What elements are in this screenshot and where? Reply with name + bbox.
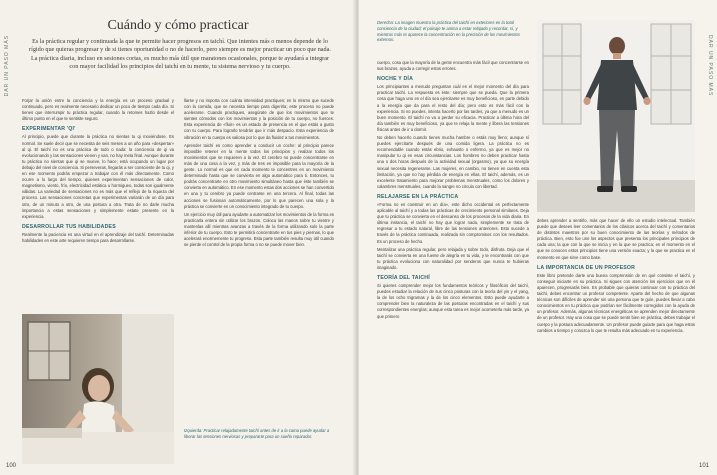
taichi-practice-photo (537, 20, 695, 212)
paragraph: Los principiantes a menudo preguntan cuál es el mejor momento del día para practicar taichí. La respuesta es éste: siempre que se pueda. Que la primera cosa que haga uno en el día sea ejercitarse es muy beneficioso, en parte debido a la energía que da para el resto del día; pero esto es más fácil con la experiencia. Si no puedes, intenta hacerlo por las tardes, ya que a menudo es un buen momento. El taichí no va a perder su eficacia. Practicar a última hora del día también es muy beneficioso, ya que te relaja la mente y libera las tensiones físicas antes de ir a dormir. (377, 84, 529, 132)
paragraph: Realmente la paciencia es una virtud en el aprendizaje del taichí. Determinadas habilidades en este arte requieren tiempo para desarrollarse. (22, 231, 174, 243)
running-head: DAR UN PASO MÁS (707, 35, 713, 97)
paragraph: Aprender taichí es como aprender a conducir un coche: al principio parece imposible retener en la mente todos los principios y realizar todos los movimientos que se requieren a la vez. El cerebro no puede concentrarse en más de una cosa a la vez, y más de tres es imposible para la mayoría de la gente. Lo normal es que en cada momento te concentres en un movimiento determinado hasta que se convierta en algo automático para ti. Entonces, tu podrás concentrarte en otro movimiento simultáneo hasta que éste también se convierta en automático. En ese momento estas dos acciones se han convertido en una y tu cerebro ya puede centrarse en una tercera. Al final, todas las acciones se fusionan automáticamente, por lo que parecen una sola y la práctica se convierte en un conocimiento integrado de tu cuerpo. (184, 142, 334, 209)
paragraph: debes aprender a sentirlo, más que hacer de ello un estudio intelectual. También puede que desees leer comentarios de los clásicos acerca del taichí y comentarios de distintos maestros por su buen conocimiento de las teorías y métodos de práctica. Bien, esto fue uno los aspectos que presenta los principales principios de cada una; la que con la que se inicia y en la que se practica; en el momento en el que se conocen estos principios tiene una versión exacta; y la que se practica en el momento en que sirve como base. (537, 218, 695, 260)
page-number: 100 (6, 463, 17, 469)
section-heading: EXPERIMENTAR 'QI' (22, 126, 76, 133)
paragraph: No deben hacerlo cuando tienes mucha hambre o estás muy lleno; aunque sí puedes ejercitarte después de una comida ligera. La práctica no es recomendable cuando estás ebrio, exhausto o enfermo, ya que es mejor no manipular tu qi en esas circunstancias. Los hombres no deben practicar hasta una o dos horas después de la actividad sexual (orgasmo), ya que su energía sexual necesita regenerarse. Las mujeres, en cambio, no tienen en cuenta esta limitación, ya que no hay pérdida de energía en ellas. El taichí, además, es un excelente tratamiento para mejorar problemas menstruales, como los dolores y calambres menstruales, cuando la sangre no circula con libertad. (377, 135, 529, 189)
photo-caption: Izquierda: Practicar relajadamente taichí antes de ir a la cama puede ayudar a liberar las tensiones nerviosas y prepararte para un sueño reparador. (184, 428, 330, 439)
paragraph: Al principio, puede que durante la práctica no sientas tu qi moviéndose. Es normal. Se suele decir que se necesita de seis meses a un año para «despertar» al qi. El taichí no es una práctica de todo o nada: la conciencia de qi va evolucionando y las sensaciones vienen y van, no hay meta final. Aunque durante tu práctica no sientas que qi se mueve, lo hace; está ocupando un lugar por debajo del nivel de conciencia. Si perseveras, llegarás a ser consciente de tu qi, y en ese momento podrás empezar a trabajar con él más directamente. Como ocurre a lo largo del tiempo, quienes experimentan sensaciones de calor, magnetismo, viento, frío, electricidad estática u hormigueo, todas son igualmente válidas. La variedad de sensaciones no es más que el reflejo de la riqueza del proceso. Las sensaciones concretas que experimentas variarán de un día para otro, de un minuto a otro, de una postura a otra. Trata de no darle mucha importancia a estas sensaciones y simplemente estate presente en la experiencia. (22, 134, 174, 219)
page-title: Cuándo y cómo practicar (107, 18, 249, 33)
section-heading: NOCHE Y DÍA (377, 76, 414, 83)
left-column-2 (184, 98, 334, 418)
paragraph: cuerpo, cosa que la mayoría de la gente encuentra más fácil que concentrarse en sus brazos, ayuda a corregir estos errores. (377, 60, 529, 72)
section-heading: RELAJARSE EN LA PRÁCTICA (377, 193, 459, 200)
section-heading: LA IMPORTANCIA DE UN PROFESOR (537, 264, 636, 271)
paragraph: Este libro pretende darte una buena comprensión de en qué consiste el taichí, y conseguir iniciarte en su práctica. Si sigues con atención los ejercicios que en él aparecen, progresarás bien. Es probable que quieras continuar con tu práctica del taichí, debes encontrar un profesor competente. Aparte del hecho de que algunas técnicas son difíciles de aprender sin una persona que te guíe, puedes llevar a cabo conocimientos en tu práctica que podrían ser fácilmente corregidos con la ayuda de un profesor. Además, algunas técnicas energéticas se aprenden mejor directamente de un profesor. Hay una cosa que se puede sentir bien en práctica, debes trabajar el cuerpo y la postura adecuadamente. Un profesor puede guiarte para que haga estos cambios a tiempo y conozca lo que te resulta más adecuado en tu experiencia. (537, 272, 695, 333)
paragraph: Un ejercicio muy útil para ayudarte a automatizar los movimientos de la forma es practicarla entera sin utilizar los brazos. Coloca las manos sobre tu vientre y mantenlas allí mientras avanzas a través de la forma utilizando solo la parte inferior de tu cuerpo. Esto te permitirá concentrarte en tus pies y piernas, lo que acelerará enormemente tu progreso. Esta parte también resulta muy útil cuando se pierde el control de la propia forma o no se puede mover bien. (184, 211, 334, 248)
right-page (359, 0, 717, 475)
section-heading: TEORÍA DEL TAICHÍ (377, 275, 430, 281)
paragraph: llarse y no importa con cuánta intensidad practiques; en lo mismo que sucede con la comida, que se necesita tiempo para digerirla; este proceso no puede acelerarse. Cuando practiques, asegúrate de que los movimientos que te sientes cómodos con los movimientos y la posición de tu cuerpo, no fuerces. Esta experiencia de «fluir» es un estado de presencia en el que estás a gusto con tu cuerpo. Para lograrlo tendrás que ir más despacio. Esta experiencia de vibración en tu cuerpo es valiosa por lo que da fluidez a tus movimientos. (184, 98, 334, 140)
photo-caption: Derecha: La imagen muestra la práctica del taichí en exteriores en la total conciencia de la ciudad; el paisaje te anima a estar relajado y recordar, sí, y mientras más te aparece la concentración en la precisión de los movimientos externos. (377, 20, 520, 43)
right-column-1 (377, 60, 529, 465)
left-page (0, 0, 356, 475)
paragraph: Si quieres comprender mejor los fundamentos teóricos y filosóficos del taichí, puedes estudiar la relación de sus cinco posturas con la teoría del yin y el yang, la de los ocho trigramas y la de los cinco elementos. Esto puede ayudarte a comprender bien la naturaleza de las posturas encontradas en el taichí y sus correspondientes energías; aunque esta tarea es mejor acometerla más tarde, ya que primero (377, 283, 529, 319)
taichi-practice-image (537, 20, 695, 212)
paragraph: Mentalizar una práctica regular, pero relajada y sobre todo, disfruta. Deja que el taichí se convierta en una fuente de alegría en tu vida, y te encontrarás con que tu práctica evoluciona con naturalidad por senderos que nunca te hubieras imaginado. (377, 246, 529, 270)
bedroom-photo-image (22, 314, 174, 464)
paragraph: Forjar la unión entre la conciencia y la energía es un proceso gradual y continuado, pero es realmente necesario dedicar un poco de tiempo cada día. Si tienes que interrumpir tu práctica regular, cuando la retomes hazlo desde el último punto en el que te sentiste seguro. (22, 98, 174, 122)
running-head: DAR UN PASO MÁS (4, 35, 10, 97)
right-column-2 (537, 218, 695, 466)
page-number: 101 (698, 463, 709, 469)
section-heading: DESARROLLAR TUS HABILIDADES (22, 223, 116, 230)
bedroom-photo (22, 314, 174, 464)
intro-paragraph: Es la práctica regular y continuada la que te permite hacer progresos en taichí. Que intentes más o menos depende de lo rígido que quieras progresar y de si tienes oportunidad o no de hacerlo, pero siempre es mejor practicar un poco que nada. La práctica diaria, incluso en sesiones cortas, es mucho más útil que maratones ocasionales, porque te ayudará a integrar con mayor facilidad los principios del taichí en tu mente, tu sistema nervioso y tu cuerpo. (29, 38, 331, 71)
left-column-1 (22, 98, 174, 314)
paragraph: «Forma no es construir en un día», este dicho occidental es perfectamente aplicable al taichí y a todas las prácticas de crecimiento personal similares. Deja que tu práctica se convierta en el descanso de los procesos de la vida diaria. En última instancia, el taichí no hay que lograr nada, simplemente se trata de regresar a tu estado natural, libre de las tensiones anteriores. Esto sucede a través de la práctica continuada, realizada sin compromisos con los resultados. Es un proceso de hecho. (377, 201, 529, 244)
